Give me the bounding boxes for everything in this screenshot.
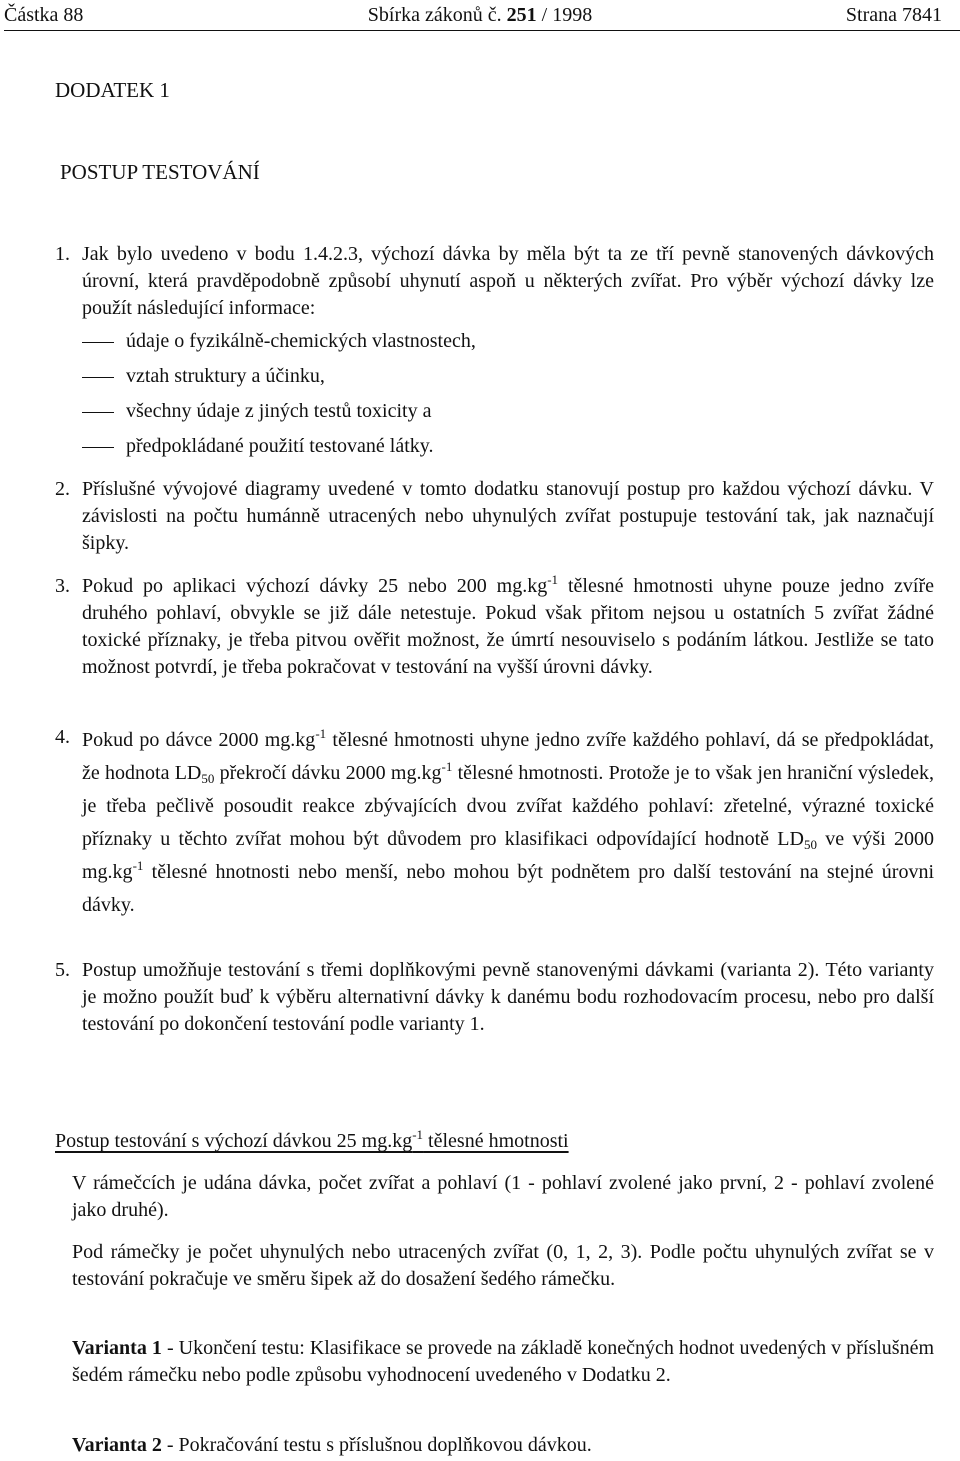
- section-paragraph-arrows: Pod rámečky je počet uhynulých nebo utracených zvířat (0, 1, 2, 3). Podle počtu uhynulých zvířat se v testování pokračuje ve směru šipek až do dosažení šedého rámečku.: [72, 1241, 934, 1290]
- page-header: [0, 0, 960, 40]
- item5-number: 5.: [55, 959, 70, 981]
- item3-number: 3.: [55, 575, 70, 597]
- header-page: Strana 7841: [845, 4, 942, 26]
- item5-text: Postup umožňuje testování s třemi doplňkovými pevně stanovenými dávkami (varianta 2). Této varianty je možno použít buď k výběru alternativní dávky k danému bodu rozhodovacím procesu, nebo pro další testování po dokončení testování podle varianty 1.: [82, 959, 934, 1035]
- variant2-label: Varianta 2: [72, 1434, 162, 1456]
- item2-text: Příslušné vývojové diagramy uvedené v tomto dodatku stanovují postup pro každou výchozí dávku. V závislosti na počtu humánně utracených nebo uhynulých zvířat postupuje testování tak, jak naznačují šipky.: [82, 478, 934, 554]
- item1-text: Jak bylo uvedeno v bodu 1.4.2.3, výchozí dávka by měla být ta ze tří pevně stanovených dávkových úrovní, která pravděpodobně způsobí uhynutí aspoň u některých zvířat. Pro výběr výchozí dávky lze použít následující informace:: [82, 243, 934, 319]
- bullet-item: údaje o fyzikálně-chemických vlastnostech,: [82, 328, 934, 363]
- header-collection-b: / 1998: [536, 4, 593, 26]
- bullet-item: všechny údaje z jiných testů toxicity a: [82, 398, 934, 433]
- dash-icon: [82, 377, 114, 378]
- variant1-paragraph: Varianta 1 - Ukončení testu: Klasifikace se provede na základě konečných hodnot uvedených v příslušném šedém rámečku nebo podle způsobu vyhodnocení uvedeného v Dodatku 2.: [72, 1337, 935, 1386]
- item4-text: Pokud po dávce 2000 $mg.kg^{-1}$ tělesné hmotnosti uhyne jedno zvíře každého pohlaví, dá se předpokládat, že hodnota $LD_{50}$ překročí dávku 2000 $mg.kg^{-1}$ tělesné hmotnosti. Protože je to však jen hraniční výsledek, je třeba pečlivě posoudit reakce zbývajících dvou zvířat každého pohlaví: zřetelné, výrazné toxické příznaky u těchto zvířat mohou být důvodem pro klasifikaci odpovídající hodnotě $LD_{50}$ ve výši 2000 $mg.kg^{-1}$ tělesné hnotnosti nebo menší, nebo mohou být podnětem pro další testování na stejné úrovni dávky.: [82, 726, 935, 916]
- header-issue: Částka 88: [4, 4, 84, 26]
- bullet-item: vztah struktury a účinku,: [82, 363, 934, 398]
- section-heading: Postup testování s výchozí dávkou 25 $mg.kg^{-1}$ tělesné hmotnosti: [55, 1127, 569, 1152]
- procedure-title: POSTUP TESTOVÁNÍ: [60, 160, 260, 184]
- header-collection-a: Sbírka zákonů č.: [367, 4, 507, 26]
- bullet-list: [82, 328, 934, 468]
- item1-number: 1.: [55, 243, 70, 265]
- dash-icon: [82, 447, 114, 448]
- dash-icon: [82, 342, 114, 343]
- bullet-item: předpokládané použití testované látky.: [82, 433, 934, 468]
- header-collection: [0, 4, 960, 27]
- item4-number: 4.: [55, 726, 70, 748]
- variant1-label: Varianta 1: [72, 1337, 162, 1359]
- section-paragraph-boxes: V rámečcích je udána dávka, počet zvířat a pohlaví (1 - pohlaví zvolené jako první, 2 - pohlaví zvolené jako druhé).: [72, 1172, 934, 1221]
- header-rule: [4, 30, 960, 31]
- header-collection-num: 251: [506, 4, 537, 26]
- dash-icon: [82, 412, 114, 413]
- item2-number: 2.: [55, 478, 70, 500]
- appendix-title: DODATEK 1: [55, 78, 170, 102]
- variant2-paragraph: Varianta 2 - Pokračování testu s příslušnou doplňkovou dávkou.: [72, 1434, 592, 1456]
- item3-text: Pokud po aplikaci výchozí dávky 25 nebo 200 $mg.kg^{-1}$ tělesné hmotnosti uhyne pouze jedno zvíře druhého pohlaví, obvykle se již dále netestuje. Pokud však přitom nejsou u ostatních 5 zvířat žádné toxické příznaky, je třeba pitvou ověřit možnost, že úmrtí nesouviselo s podáním látkou. Jestliže se tato možnost potvrdí, je třeba pokračovat v testování na vyšší úrovni dávky.: [82, 572, 935, 678]
